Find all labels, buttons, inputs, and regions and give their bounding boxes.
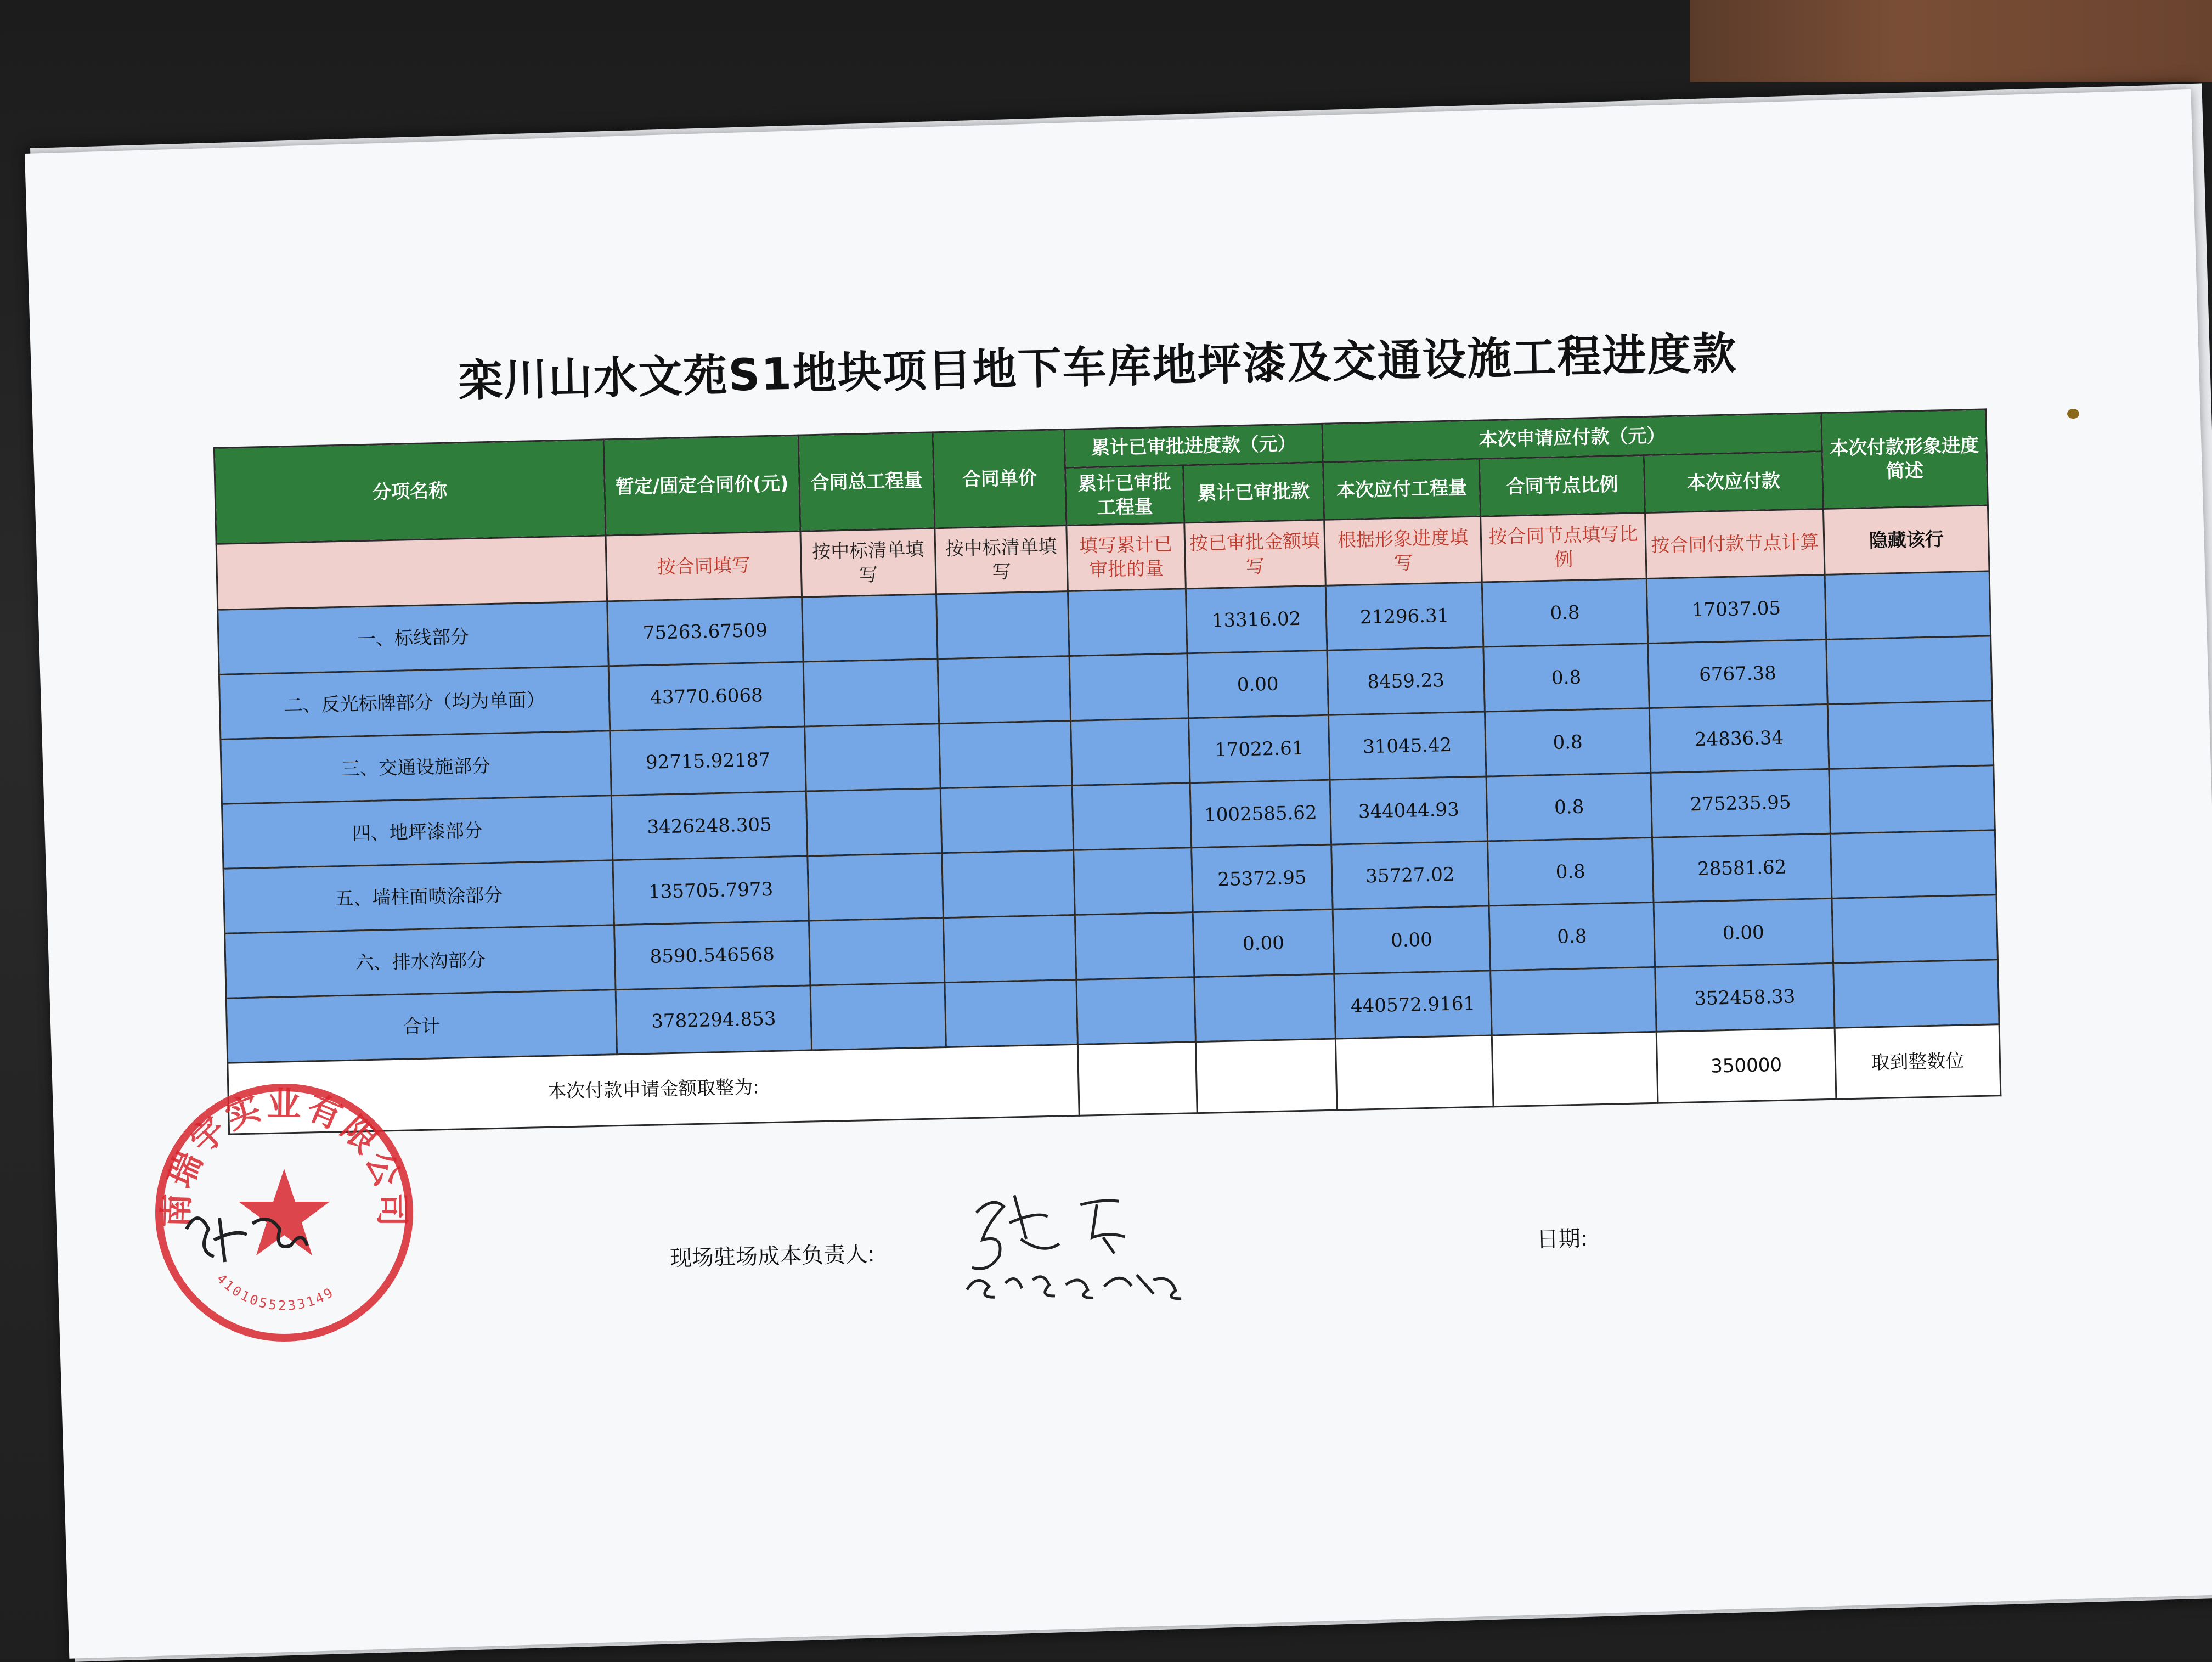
progress-payment-table	[213, 408, 2002, 1135]
row-total-quantity	[803, 659, 939, 726]
row-cum-quantity	[1069, 653, 1189, 721]
col-group-current: 本次申请应付款（元）	[1322, 413, 1822, 463]
row-progress-desc	[1832, 895, 1998, 964]
row-progress-desc	[1826, 636, 1993, 705]
rounding-empty-3	[1335, 1035, 1493, 1110]
row-progress-desc	[1827, 701, 1994, 769]
row-cum-amount: 1002585.62	[1190, 780, 1331, 848]
row-cur-amount: 6767.38	[1648, 639, 1828, 708]
col-group-cumulative: 累计已审批进度款（元）	[1064, 424, 1323, 467]
rounding-note: 取到整数位	[1835, 1024, 2001, 1100]
row-node-ratio: 0.8	[1489, 902, 1655, 971]
total-progress-desc	[1833, 960, 2000, 1028]
col-unit-price: 合同单价	[933, 430, 1066, 528]
row-cum-amount: 0.00	[1193, 909, 1334, 977]
total-total-quantity	[810, 983, 946, 1050]
row-item-name: 五、墙柱面喷涂部分	[223, 860, 614, 933]
seal-number: 4101055233149	[213, 1271, 337, 1314]
instruction-total-quantity: 按中标清单填写	[800, 528, 936, 597]
row-node-ratio: 0.8	[1485, 708, 1651, 776]
rounding-empty-4	[1492, 1032, 1658, 1107]
row-cum-amount: 13316.02	[1186, 585, 1327, 653]
row-total-quantity	[808, 853, 944, 921]
total-cur-quantity: 440572.9161	[1334, 971, 1492, 1039]
row-contract-price: 92715.92187	[610, 726, 806, 796]
col-contract-price: 暂定/固定合同价(元)	[603, 435, 800, 536]
row-contract-price: 3426248.305	[611, 791, 807, 860]
total-node-ratio	[1491, 967, 1657, 1035]
responsible-person-label: 现场驻场成本负责人:	[669, 1242, 876, 1272]
col-item-name: 分项名称	[214, 440, 606, 544]
instruction-empty	[216, 536, 607, 610]
row-progress-desc	[1829, 765, 1995, 834]
row-total-quantity	[802, 594, 938, 662]
total-unit-price	[945, 979, 1078, 1047]
total-cum-amount	[1194, 974, 1336, 1042]
row-cur-amount: 17037.05	[1646, 574, 1826, 643]
row-cur-quantity: 8459.23	[1327, 647, 1485, 715]
row-cur-quantity: 31045.42	[1328, 712, 1486, 780]
svg-text:4101055233149	[213, 1271, 337, 1314]
rounding-label: 本次付款申请金额取整为:	[228, 1044, 1079, 1134]
row-node-ratio: 0.8	[1483, 643, 1650, 712]
row-progress-desc	[1830, 830, 1996, 899]
row-cur-amount: 24836.34	[1649, 704, 1829, 773]
row-cur-quantity: 344044.93	[1330, 776, 1488, 844]
row-item-name: 三、交通设施部分	[221, 731, 611, 804]
total-contract-price: 3782294.853	[616, 985, 811, 1055]
row-unit-price	[936, 591, 1069, 659]
row-cum-quantity	[1072, 783, 1192, 850]
row-cum-quantity	[1071, 718, 1190, 786]
instruction-unit-price: 按中标清单填写	[935, 526, 1068, 594]
document-title: 栾川山水文苑S1地块项目地下车库地坪漆及交通设施工程进度款	[458, 328, 1738, 407]
instruction-cur-quantity: 根据形象进度填写	[1324, 516, 1482, 585]
instruction-cur-amount: 按合同付款节点计算	[1645, 509, 1825, 578]
row-contract-price: 8590.546568	[614, 921, 810, 990]
rounding-empty-2	[1195, 1039, 1337, 1113]
row-cur-amount: 28581.62	[1652, 833, 1832, 902]
row-unit-price	[939, 720, 1073, 788]
row-unit-price	[942, 850, 1075, 917]
row-cum-quantity	[1074, 848, 1193, 915]
row-cum-quantity	[1075, 912, 1194, 980]
row-node-ratio: 0.8	[1488, 837, 1654, 906]
handwritten-signature	[953, 1175, 1187, 1312]
document-content	[211, 313, 2006, 1394]
instruction-contract-price: 按合同填写	[606, 531, 802, 601]
row-cum-amount: 17022.61	[1189, 715, 1330, 783]
row-cur-quantity: 35727.02	[1331, 841, 1489, 909]
row-cur-quantity: 0.00	[1333, 906, 1491, 974]
col-node-ratio: 合同节点比例	[1479, 455, 1645, 517]
rounding-amount: 350000	[1656, 1028, 1836, 1103]
row-cum-amount: 25372.95	[1192, 844, 1333, 912]
row-contract-price: 135705.7973	[613, 856, 809, 925]
row-unit-price	[940, 785, 1074, 853]
stain-dot	[2067, 409, 2079, 419]
row-unit-price	[943, 915, 1076, 982]
row-total-quantity	[809, 918, 945, 985]
row-cum-quantity	[1068, 589, 1187, 656]
instruction-cum-quantity: 填写累计已审批的量	[1066, 523, 1186, 591]
row-contract-price: 75263.67509	[607, 597, 803, 666]
seal-overlay-signature	[181, 1196, 313, 1273]
row-item-name: 一、标线部分	[218, 601, 608, 674]
col-cur-amount: 本次应付款	[1644, 451, 1823, 512]
row-node-ratio: 0.8	[1486, 773, 1652, 841]
seal-text: 南瑞宇实业有限公司	[156, 1084, 413, 1231]
instruction-progress-desc: 隐藏该行	[1823, 505, 1989, 575]
row-item-name: 四、地坪漆部分	[222, 796, 613, 869]
row-cur-quantity: 21296.31	[1325, 582, 1483, 650]
total-cur-amount: 352458.33	[1655, 963, 1835, 1032]
col-progress-desc: 本次付款形象进度简述	[1821, 409, 1988, 509]
row-total-quantity	[806, 788, 942, 856]
instruction-node-ratio: 按合同节点填写比例	[1481, 513, 1647, 583]
row-cum-amount: 0.00	[1187, 650, 1329, 718]
row-total-quantity	[805, 724, 941, 791]
row-cur-amount: 275235.95	[1651, 769, 1831, 837]
date-label: 日期:	[1536, 1226, 1588, 1253]
col-cur-quantity: 本次应付工程量	[1323, 459, 1480, 520]
rounding-empty-1	[1077, 1042, 1197, 1116]
col-cum-quantity: 累计已审批工程量	[1065, 465, 1184, 526]
row-unit-price	[938, 656, 1071, 724]
row-cur-amount: 0.00	[1654, 898, 1833, 967]
row-progress-desc	[1825, 571, 1991, 640]
row-node-ratio: 0.8	[1482, 579, 1648, 647]
total-label: 合计	[226, 990, 617, 1063]
instruction-cum-amount: 按已审批金额填写	[1184, 520, 1326, 589]
row-item-name: 二、反光标牌部分（均为单面）	[219, 666, 610, 739]
total-cum-quantity	[1076, 977, 1196, 1045]
wooden-table-edge	[1690, 0, 2212, 82]
row-contract-price: 43770.6068	[608, 662, 804, 731]
row-item-name: 六、排水沟部分	[225, 925, 616, 998]
col-total-quantity: 合同总工程量	[798, 432, 935, 531]
col-cum-amount: 累计已审批款	[1183, 462, 1324, 523]
